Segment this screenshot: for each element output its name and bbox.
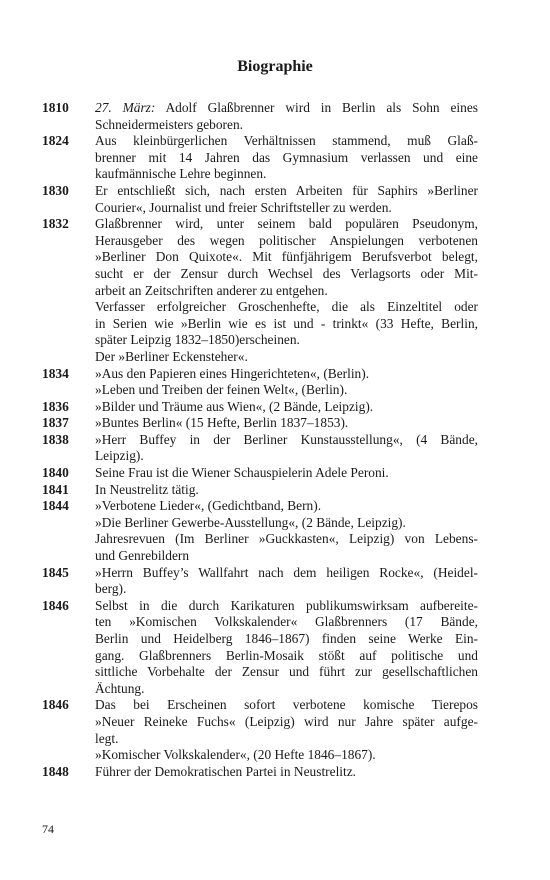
- timeline-entry: [42, 183, 478, 216]
- page-title: Biographie: [237, 58, 313, 75]
- entry-text: [95, 399, 478, 416]
- line-text: und Genrebildern: [95, 548, 190, 564]
- line-text: berg).: [95, 581, 127, 597]
- text-line: [95, 448, 478, 465]
- entry-year: 1840: [42, 465, 69, 481]
- text-line: [95, 515, 478, 532]
- timeline-entry: [42, 697, 478, 763]
- entry-text: [95, 498, 478, 564]
- entry-year: 1841: [42, 481, 69, 497]
- text-line: [95, 465, 478, 482]
- text-line: [95, 216, 478, 233]
- line-text: Glaßbrenner wird, unter seinem bald populären Pseudonym,: [95, 216, 478, 232]
- line-text: Berlin und Heidelberg 1846–1867) finden seine Werke Ein-: [95, 631, 478, 646]
- line-text: arbeit an Zeitschriften anderer zu entgehen.: [95, 282, 328, 298]
- entry-year: 1836: [42, 398, 69, 414]
- text-line: [95, 631, 478, 648]
- line-text: Selbst in die durch Karikaturen publikumswirksam aufbereite-: [95, 597, 478, 613]
- entry-text: [95, 697, 478, 763]
- biography-timeline: [42, 100, 478, 780]
- timeline-entry: [42, 482, 478, 499]
- line-text: »Verbotene Lieder«, (Gedichtband, Bern).: [95, 498, 322, 514]
- timeline-entry: [42, 498, 478, 564]
- line-text: »Herr Buffey in der Berliner Kunstausstellung«, (4 Bände,: [95, 431, 478, 447]
- line-text: Adolf Glaßbrenner wird in Berlin als Sohn eines: [155, 100, 478, 115]
- text-line: [95, 133, 478, 150]
- text-line: [95, 747, 478, 764]
- timeline-entry: [42, 465, 478, 482]
- date-prefix: 27. März:: [95, 100, 156, 115]
- text-line: [95, 150, 478, 167]
- entry-text: [95, 764, 478, 781]
- line-text: »Neuer Reineke Fuchs« (Leipzig) wird nur Jahre später aufge-: [95, 713, 478, 729]
- line-text: Ächtung.: [95, 680, 145, 696]
- entry-year: 1832: [42, 216, 69, 232]
- line-text: Schneidermeisters geboren.: [95, 116, 243, 132]
- line-text: »Berliner Don Quixote«. Mit fünfjährigem Berufsverbot belegt,: [95, 249, 478, 265]
- entry-year: 1810: [42, 100, 69, 115]
- text-line: [95, 664, 478, 681]
- line-text: Courier«, Journalist und freier Schriftsteller zu werden.: [95, 199, 392, 215]
- text-line: [95, 432, 478, 449]
- entry-text: [95, 133, 478, 183]
- entry-text: [95, 183, 478, 216]
- entry-year: 1830: [42, 182, 69, 198]
- timeline-entry: [42, 415, 478, 432]
- text-line: [95, 200, 478, 217]
- text-line: [95, 316, 478, 333]
- line-text: »Bilder und Träume aus Wien«, (2 Bände, Leipzig).: [95, 398, 374, 414]
- line-text: Jahresrevuen (Im Berliner »Guckkasten«, Leipzig) von Lebens-: [95, 531, 478, 547]
- timeline-entry: [42, 399, 478, 416]
- line-text: legt.: [95, 730, 119, 746]
- text-line: [95, 498, 478, 515]
- entry-year: 1848: [42, 763, 69, 779]
- text-line: [95, 731, 478, 748]
- line-text: Führer der Demokratischen Partei in Neustrelitz.: [95, 763, 357, 779]
- line-text: Leipzig).: [95, 448, 144, 464]
- text-line: [95, 233, 478, 250]
- timeline-entry: [42, 565, 478, 598]
- text-line: [95, 415, 478, 432]
- timeline-entry: [42, 598, 478, 698]
- timeline-entry: [42, 366, 478, 399]
- text-line: [95, 548, 478, 565]
- entry-year: 1834: [42, 365, 69, 381]
- line-text: Das bei Erscheinen sofort verbotene komische Tierepos: [95, 697, 478, 713]
- text-line: [95, 349, 478, 366]
- line-text: In Neustrelitz tätig.: [95, 481, 199, 497]
- line-text: Seine Frau ist die Wiener Schauspielerin Adele Peroni.: [95, 465, 389, 481]
- line-text: Verfasser erfolgreicher Groschenhefte, die als Einzeltitel oder: [95, 299, 478, 315]
- entry-year: 1824: [42, 133, 69, 149]
- text-line: [95, 681, 478, 698]
- line-text: sucht er der Zensur durch Wechsel des Verlagsorts oder Mit-: [95, 265, 478, 281]
- text-line: [95, 614, 478, 631]
- entry-year: 1845: [42, 564, 69, 580]
- text-line: [95, 598, 478, 615]
- text-line: [95, 714, 478, 731]
- text-line: [95, 117, 478, 134]
- timeline-entry: [42, 133, 478, 183]
- entry-text: [95, 432, 478, 465]
- line-text: »Herrn Buffey’s Wallfahrt nach dem heiligen Rocke«, (Heidel-: [95, 564, 478, 580]
- line-text: später Leipzig 1832–1850)erscheinen.: [95, 332, 300, 348]
- line-text: kaufmännische Lehre beginnen.: [95, 166, 267, 182]
- text-line: [95, 183, 478, 200]
- text-line: [95, 299, 478, 316]
- line-text: Der »Berliner Eckensteher«.: [95, 348, 248, 364]
- line-text: brenner mit 14 Jahren das Gymnasium verlassen und eine: [95, 149, 478, 165]
- entry-text: [95, 565, 478, 598]
- text-line: [95, 565, 478, 582]
- entry-text: [95, 216, 478, 365]
- entry-text: [95, 465, 478, 482]
- line-text: ten »Komischen Volkskalender« Glaßbrenners (17 Bände,: [95, 614, 478, 630]
- line-text: sittliche Vorbehalte der Zensur und führt zur gesellschaftlichen: [95, 664, 478, 680]
- entry-text: [95, 598, 478, 698]
- timeline-entry: [42, 216, 478, 365]
- text-line: [95, 382, 478, 399]
- text-line: [95, 581, 478, 598]
- entry-text: [95, 100, 478, 133]
- line-text: »Aus den Papieren eines Hingerichteten«, (Berlin).: [95, 365, 370, 381]
- line-text: Herausgeber des wegen politischer Anspielungen verbotenen: [95, 232, 478, 248]
- page-number: 74: [42, 822, 54, 836]
- entry-year: 1837: [42, 415, 69, 431]
- text-line: [95, 249, 478, 266]
- text-line: [95, 100, 478, 117]
- text-line: [95, 166, 478, 183]
- text-line: [95, 266, 478, 283]
- text-line: [95, 764, 478, 781]
- entry-year: 1844: [42, 498, 69, 514]
- line-text: Aus kleinbürgerlichen Verhältnissen stammend, muß Glaß-: [95, 133, 478, 149]
- line-text: »Komischer Volkskalender«, (20 Hefte 1846–1867).: [95, 747, 376, 763]
- text-line: [95, 399, 478, 416]
- line-text: gang. Glaßbrenners Berlin-Mosaik stößt auf politische und: [95, 647, 478, 663]
- text-line: [95, 283, 478, 300]
- entry-text: [95, 366, 478, 399]
- entry-year: 1838: [42, 431, 69, 447]
- line-text: »Leben und Treiben der feinen Welt«, (Berlin).: [95, 382, 348, 398]
- line-text: in Serien wie »Berlin wie es ist und - trinkt« (33 Hefte, Berlin,: [95, 315, 478, 331]
- text-line: [95, 648, 478, 665]
- timeline-entry: [42, 100, 478, 133]
- entry-year: 1846: [42, 697, 69, 713]
- entry-text: [95, 482, 478, 499]
- text-line: [95, 531, 478, 548]
- text-line: [95, 366, 478, 383]
- entry-year: 1846: [42, 597, 69, 613]
- timeline-entry: [42, 764, 478, 781]
- entry-text: [95, 415, 478, 432]
- line-text: Er entschließt sich, nach ersten Arbeiten für Saphirs »Berliner: [95, 182, 478, 198]
- timeline-entry: [42, 432, 478, 465]
- text-line: [95, 482, 478, 499]
- text-line: [95, 332, 478, 349]
- line-text: »Die Berliner Gewerbe-Ausstellung«, (2 Bände, Leipzig).: [95, 514, 406, 530]
- line-text: »Buntes Berlin« (15 Hefte, Berlin 1837–1853).: [95, 415, 349, 431]
- text-line: [95, 697, 478, 714]
